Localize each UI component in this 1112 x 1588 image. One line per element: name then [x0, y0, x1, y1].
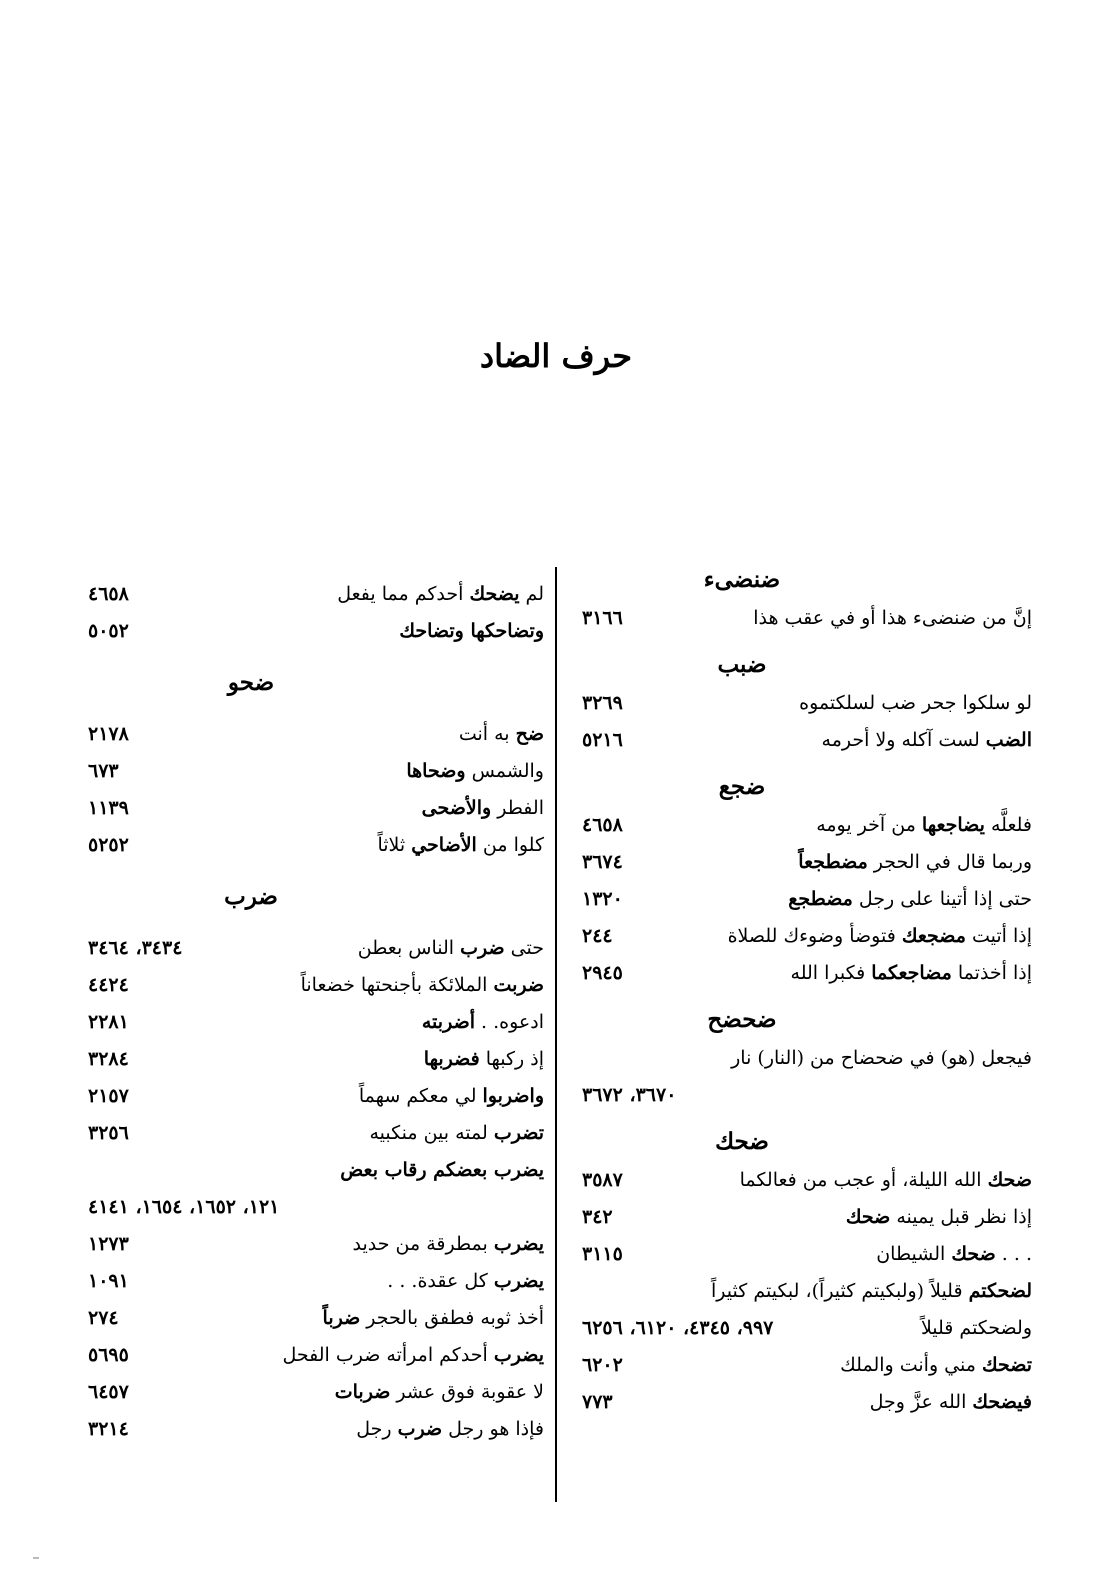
index-entry: وربما قال في الحجر مضطجعاً ٣٦٧٤ — [582, 851, 1032, 873]
index-entry: ضربت الملائكة بأجنحتها خضعاناً ٤٤٢٤ — [88, 974, 544, 996]
index-entry: لم يضحك أحدكم مما يفعل ٤٦٥٨ — [88, 583, 544, 605]
index-entry: إذا أخذتما مضاجعكما فكبرا الله ٢٩٤٥ — [582, 962, 1032, 984]
index-entry: يضرب بمطرقة من حديد ١٢٧٣ — [88, 1233, 544, 1255]
index-entry: لضحكتم قليلاً (ولبكيتم كثيراً)، لبكيتم كثيراً — [711, 1280, 1032, 1302]
index-entry: واضربوا لي معكم سهماً ٢١٥٧ — [88, 1085, 544, 1107]
index-entry: حتى ضرب الناس بعطن ٣٤٣٤، ٣٤٦٤ — [88, 937, 544, 959]
root-heading: ضحك — [715, 1128, 769, 1155]
index-entry: يضرب بعضكم رقاب بعض — [340, 1159, 544, 1181]
index-entry: ضح به أنت ٢١٧٨ — [88, 723, 544, 745]
index-entry: تضرب لمته بين منكبيه ٣٢٥٦ — [88, 1122, 544, 1144]
root-heading: ضنضىء — [703, 566, 781, 593]
index-entry: أخذ ثوبه فطفق بالحجر ضرباً ٢٧٤ — [88, 1307, 544, 1329]
index-entry: إذا نظر قبل يمينه ضحك ٣٤٢ — [582, 1206, 1032, 1228]
index-entry-numbers: ١٢١، ١٦٥٢، ١٦٥٤، ٤١٤١ — [88, 1196, 280, 1218]
index-entry: إذ ركبها فضربها ٣٢٨٤ — [88, 1048, 544, 1070]
index-entry: وتضاحكها وتضاحك ٥٠٥٢ — [88, 620, 544, 642]
index-entry: الفطر والأضحى ١١٣٩ — [88, 797, 544, 819]
index-entry: ضحك الله الليلة، أو عجب من فعالكما ٣٥٨٧ — [582, 1169, 1032, 1191]
index-entry: فإذا هو رجل ضرب رجل ٣٢١٤ — [88, 1418, 544, 1440]
index-entry: فلعلَّه يضاجعها من آخر يومه ٤٦٥٨ — [582, 814, 1032, 836]
index-entry: تضحك مني وأنت والملك ٦٢٠٢ — [582, 1354, 1032, 1376]
left-column — [78, 560, 544, 1448]
index-entry: . . . ضحك الشيطان ٣١١٥ — [582, 1243, 1032, 1265]
index-entry: يضرب أحدكم امرأته ضرب الفحل ٥٦٩٥ — [88, 1344, 544, 1366]
index-entry: يضرب كل عقدة. . . ١٠٩١ — [88, 1270, 544, 1292]
column-divider — [555, 567, 557, 1502]
page-title: حرف الضاد — [479, 337, 633, 375]
index-entry: ادعوه. . أضربته ٢٢٨١ — [88, 1011, 544, 1033]
index-entry: كلوا من الأضاحي ثلاثاً ٥٢٥٢ — [88, 834, 544, 856]
index-entry: لو سلكوا جحر ضب لسلكتموه ٣٢٦٩ — [582, 692, 1032, 714]
root-heading: ضبب — [717, 651, 767, 678]
index-entry: إذا أتيت مضجعك فتوضأ وضوءك للصلاة ٢٤٤ — [582, 925, 1032, 947]
root-heading: ضحضح — [707, 1006, 777, 1033]
index-entry: فيضحك الله عزَّ وجل ٧٧٣ — [582, 1391, 1032, 1413]
index-entry: لا عقوبة فوق عشر ضربات ٦٤٥٧ — [88, 1381, 544, 1403]
index-entry: إنَّ من ضنضىء هذا أو في عقب هذا ٣١٦٦ — [582, 607, 1032, 629]
index-entry: والشمس وضحاها ٦٧٣ — [88, 760, 544, 782]
index-entry: الضب لست آكله ولا أحرمه ٥٢١٦ — [582, 729, 1032, 751]
root-heading: ضحو — [227, 669, 275, 696]
index-entry: ولضحكتم قليلاً ٩٩٧، ٤٣٤٥، ٦١٢٠، ٦٢٥٦ — [582, 1317, 1032, 1339]
index-entry-numbers: ٣٦٧٠، ٣٦٧٢ — [582, 1084, 677, 1106]
root-heading: ضرب — [224, 883, 278, 910]
root-heading: ضجع — [718, 773, 766, 800]
index-entry: حتى إذا أتينا على رجل مضطجع ١٣٢٠ — [582, 888, 1032, 910]
right-column — [572, 560, 1032, 1421]
scan-speck — [33, 1557, 39, 1559]
index-entry: فيجعل (هو) في ضحضاح من (النار) نار — [731, 1047, 1032, 1069]
